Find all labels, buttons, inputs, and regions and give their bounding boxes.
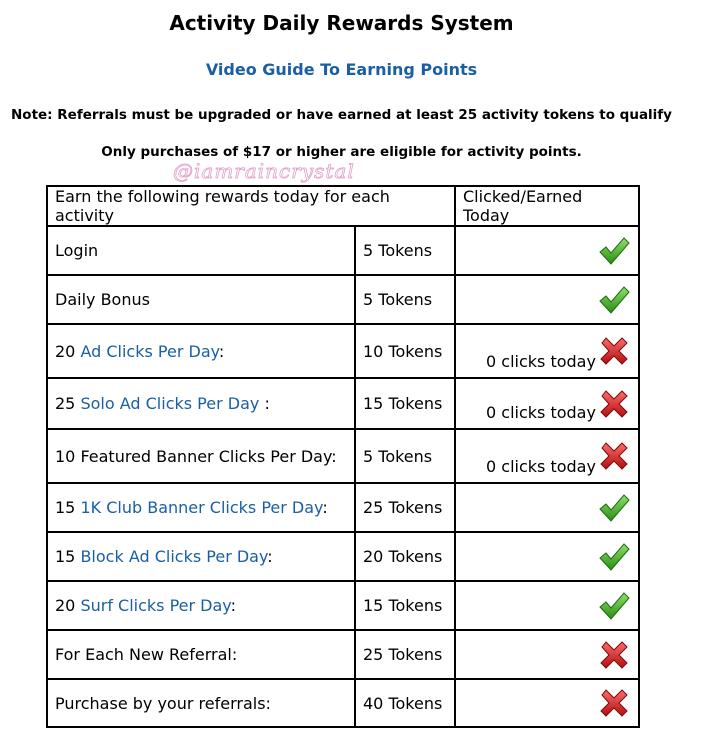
activity-label: 15 <box>55 547 81 566</box>
reward-cell: 10 Tokens <box>355 324 455 378</box>
activity-cell <box>47 630 355 679</box>
table-row <box>47 226 639 275</box>
activity-header: Earn the following rewards today for each activity <box>47 186 455 226</box>
activity-label: Login <box>55 241 99 260</box>
activity-link[interactable]: Block Ad Clicks Per Day <box>80 547 268 566</box>
activity-label: For Each New Referral: <box>55 645 238 664</box>
status-cell <box>455 226 639 275</box>
activity-label: 15 <box>55 498 81 517</box>
activity-cell <box>47 378 355 429</box>
status-cell <box>455 378 639 429</box>
status-cell <box>455 275 639 324</box>
table-row <box>47 378 639 429</box>
activity-link[interactable]: 1K Club Banner Clicks Per Day <box>80 498 323 517</box>
activity-link[interactable]: Solo Ad Clicks Per Day <box>80 394 260 413</box>
activity-label: Purchase by your referrals: <box>55 693 271 713</box>
status-cell <box>455 429 639 483</box>
activity-cell <box>47 324 355 378</box>
activity-suffix: : <box>218 341 225 361</box>
clicks-today-text: 0 clicks today <box>486 403 596 422</box>
activity-cell <box>47 679 355 727</box>
checkmark-icon <box>598 541 630 573</box>
cross-icon <box>598 639 630 671</box>
purchase-note: Only purchases of $17 or higher are eligible for activity points. <box>101 144 582 160</box>
activity-link[interactable]: Ad Clicks Per Day <box>80 341 219 361</box>
checkmark-icon <box>598 284 630 316</box>
checkmark-icon <box>598 235 630 267</box>
activity-link[interactable]: Surf Clicks Per Day <box>80 596 231 615</box>
reward-cell: 5 Tokens <box>355 226 455 275</box>
activity-label: 20 <box>55 341 81 361</box>
status-header: Clicked/Earned Today <box>455 186 639 226</box>
activity-suffix: : <box>259 394 270 413</box>
cross-icon <box>598 388 630 420</box>
watermark: @iamraincrystal <box>173 159 355 183</box>
status-cell <box>455 679 639 727</box>
status-cell <box>455 581 639 630</box>
reward-cell: 20 Tokens <box>355 532 455 581</box>
table-row <box>47 630 639 679</box>
table-row <box>47 532 639 581</box>
activity-cell <box>47 483 355 532</box>
status-cell <box>455 630 639 679</box>
activity-cell <box>47 581 355 630</box>
reward-cell: 25 Tokens <box>355 630 455 679</box>
activity-suffix: : <box>322 498 328 517</box>
checkmark-icon <box>598 492 630 524</box>
activity-cell <box>47 226 355 275</box>
rewards-table <box>46 185 640 728</box>
rewards-table-body <box>47 226 639 727</box>
clicks-today-text: 0 clicks today <box>486 457 596 476</box>
activity-label: 10 Featured Banner Clicks Per Day: <box>55 446 337 466</box>
status-cell <box>455 483 639 532</box>
activity-label: 25 <box>55 394 81 413</box>
table-row <box>47 429 639 483</box>
activity-cell <box>47 275 355 324</box>
table-row <box>47 483 639 532</box>
status-cell <box>455 532 639 581</box>
table-row <box>47 324 639 378</box>
reward-cell: 15 Tokens <box>355 378 455 429</box>
activity-cell <box>47 532 355 581</box>
activity-suffix: : <box>230 596 236 615</box>
checkmark-icon <box>598 590 630 622</box>
table-row <box>47 275 639 324</box>
activity-label: 20 <box>55 596 81 615</box>
status-cell <box>455 324 639 378</box>
reward-cell: 25 Tokens <box>355 483 455 532</box>
cross-icon <box>598 687 630 719</box>
reward-cell: 40 Tokens <box>355 679 455 727</box>
clicks-today-text: 0 clicks today <box>486 352 596 371</box>
table-row <box>47 679 639 727</box>
reward-cell: 5 Tokens <box>355 429 455 483</box>
video-guide-link[interactable]: Video Guide To Earning Points <box>205 60 478 79</box>
page-title: Activity Daily Rewards System <box>169 11 514 35</box>
reward-cell: 15 Tokens <box>355 581 455 630</box>
table-header-row <box>47 186 639 226</box>
table-row <box>47 581 639 630</box>
cross-icon <box>598 335 630 367</box>
reward-cell: 5 Tokens <box>355 275 455 324</box>
referral-note: Note: Referrals must be upgraded or have earned at least 25 activity tokens to qualify <box>11 107 672 123</box>
activity-suffix: : <box>267 547 273 566</box>
activity-cell <box>47 429 355 483</box>
cross-icon <box>598 440 630 472</box>
activity-label: Daily Bonus <box>55 290 150 309</box>
